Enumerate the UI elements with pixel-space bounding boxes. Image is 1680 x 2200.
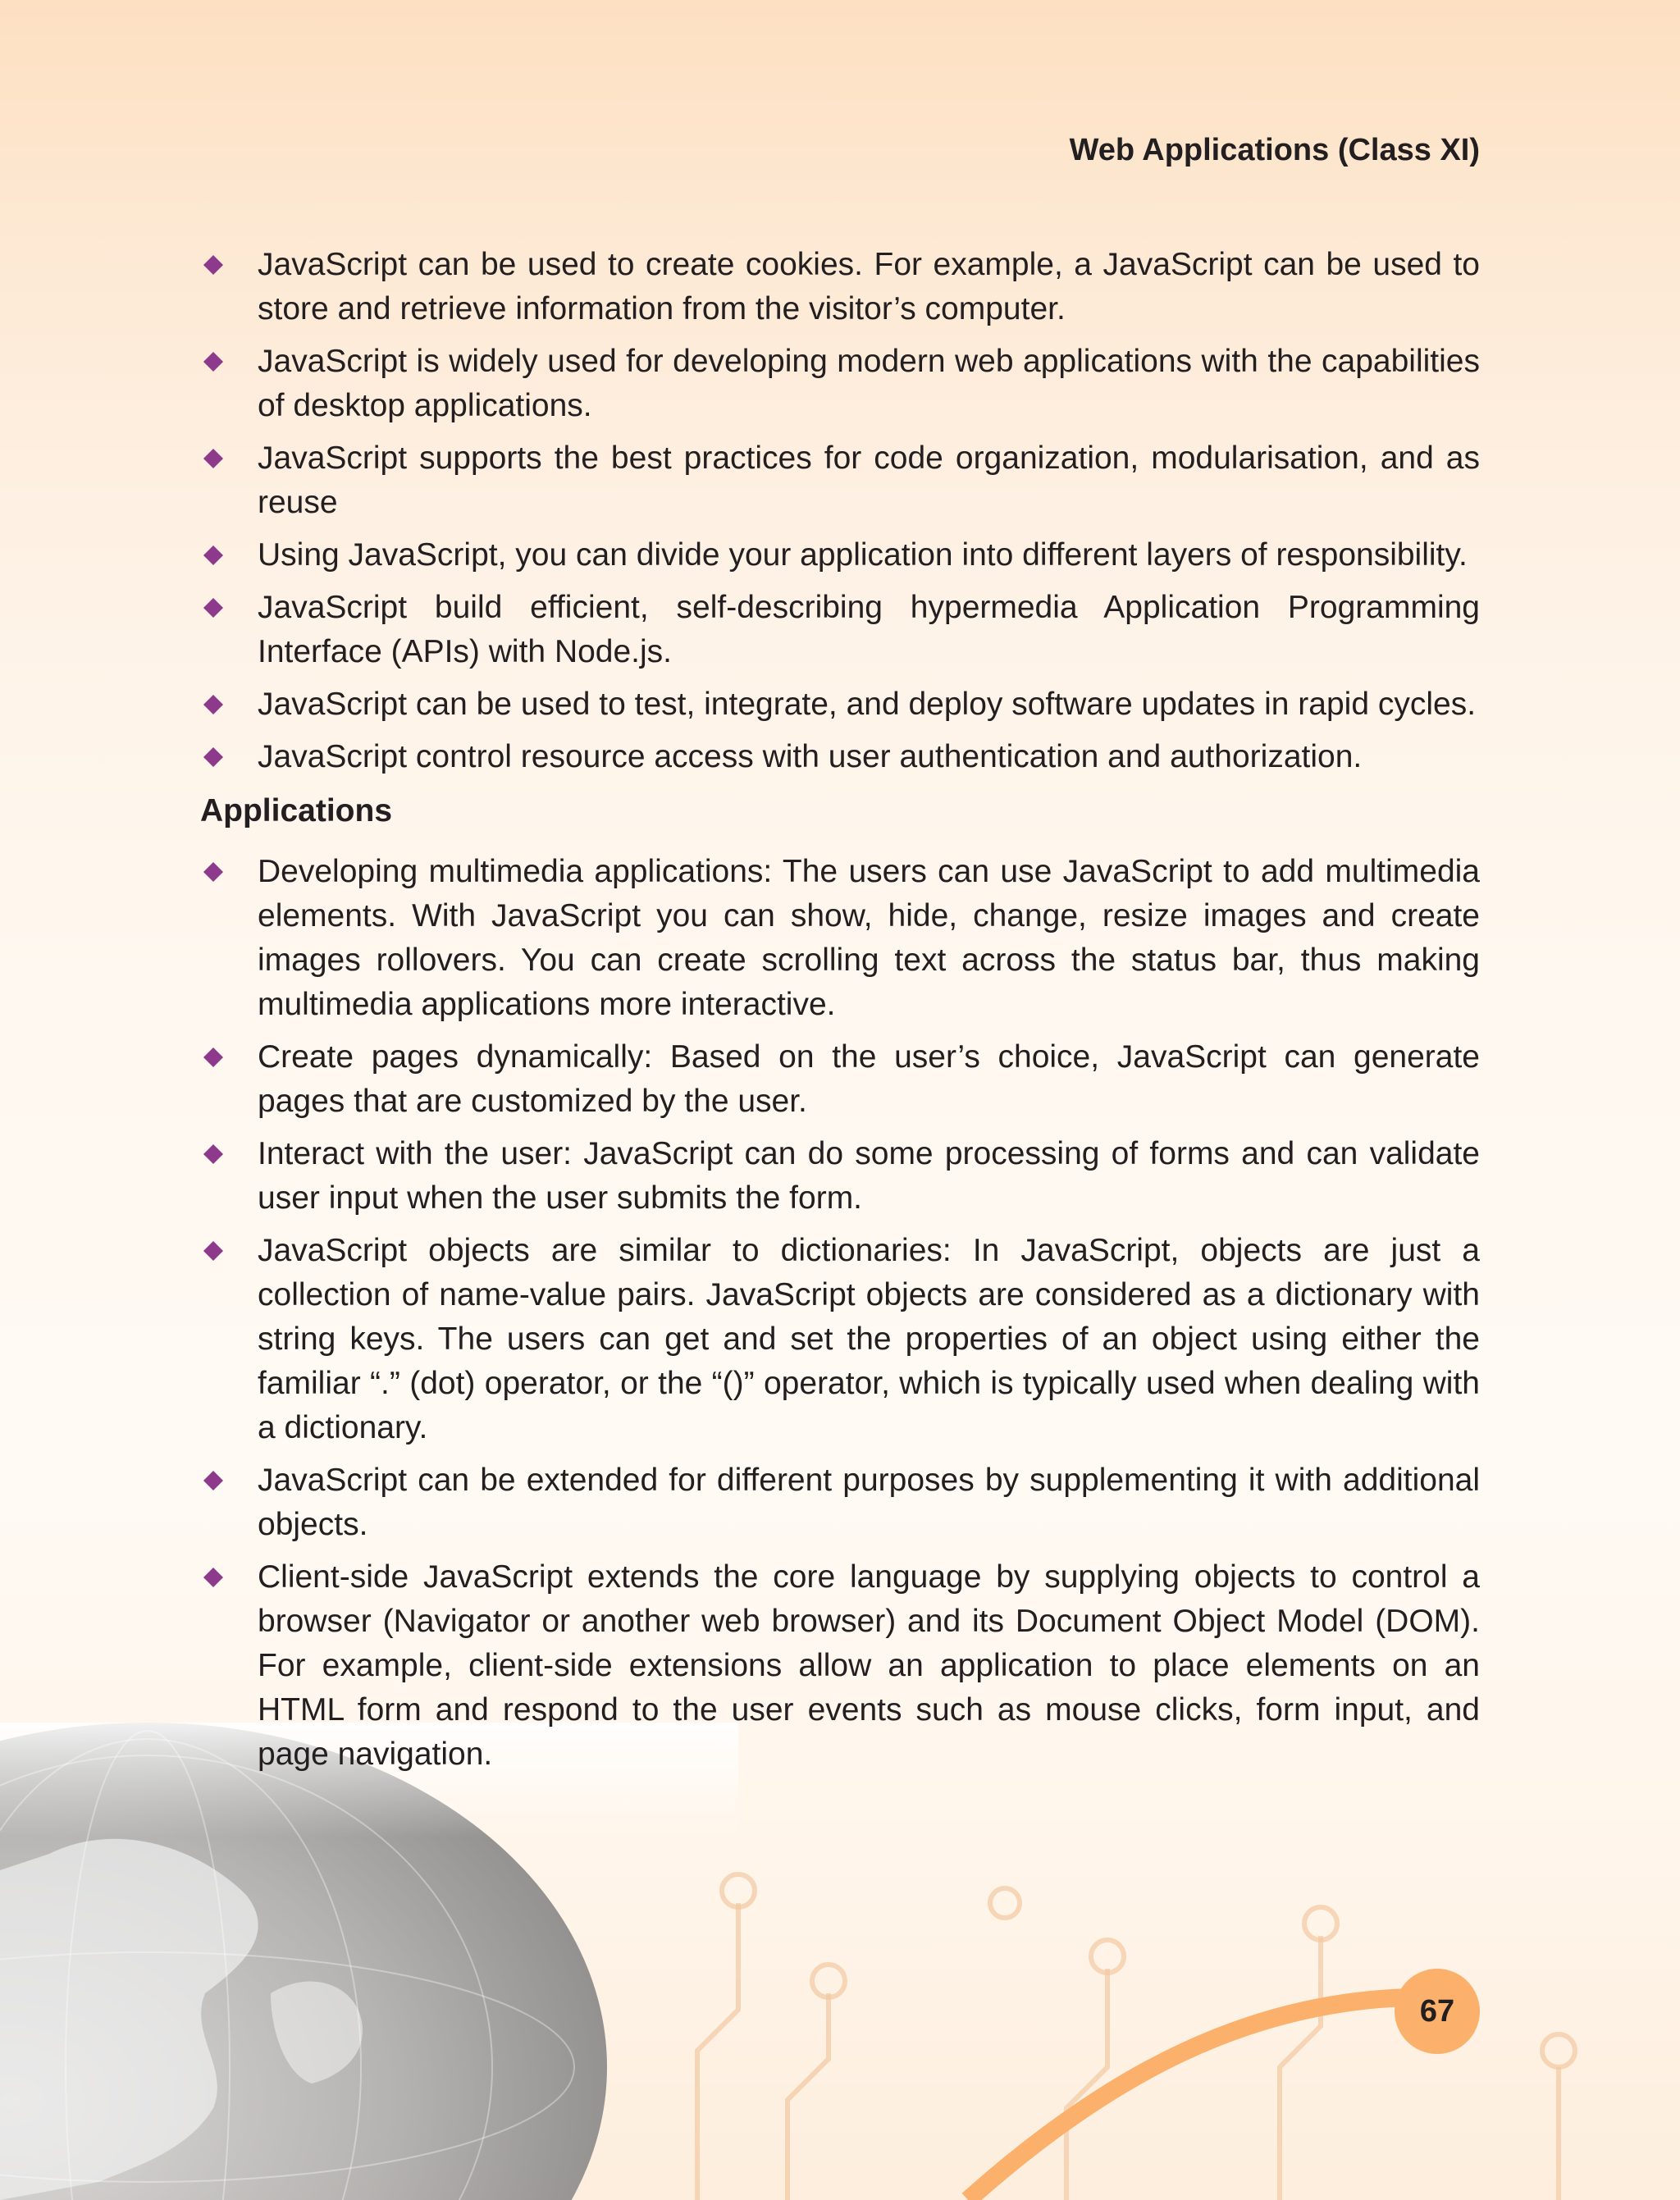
list-item: JavaScript control resource access with user authentication and authorization. [200, 735, 1480, 779]
list-item: Client-side JavaScript extends the core language by supplying objects to control a browser (Navigator or another web browser) and its Document Object Model (DOM). For example, client-side extensions allow an application to place elements on an HTML form and respond to the user events such as mouse clicks, form input, and page navigation. [200, 1555, 1480, 1777]
running-header: Web Applications (Class XI) [1069, 133, 1480, 167]
diamond-bullet-icon [203, 1471, 223, 1490]
diamond-bullet-icon [203, 747, 223, 767]
list-item: Interact with the user: JavaScript can do some processing of forms and can validate user input when the user submits the form. [200, 1132, 1480, 1221]
list-item: JavaScript is widely used for developing modern web applications with the capabilities of desktop applications. [200, 340, 1480, 428]
diamond-bullet-icon [203, 1241, 223, 1261]
globe-circuit-decoration [0, 1723, 1680, 2200]
list-item: JavaScript supports the best practices for code organization, modularisation, and as reuse [200, 436, 1480, 525]
main-content [200, 243, 1480, 1785]
diamond-bullet-icon [203, 352, 223, 372]
page-number-badge: 67 [1395, 1969, 1480, 2054]
list-item: JavaScript build efficient, self-describing hypermedia Application Programming Interface (APIs) with Node.js. [200, 586, 1480, 674]
diamond-bullet-icon [203, 1048, 223, 1067]
diamond-bullet-icon [203, 695, 223, 714]
diamond-bullet-icon [203, 862, 223, 882]
list-item: JavaScript can be used to create cookies. For example, a JavaScript can be used to store and retrieve information from the visitor’s computer. [200, 243, 1480, 331]
diamond-bullet-icon [203, 545, 223, 565]
diamond-bullet-icon [203, 1568, 223, 1587]
list-item: Using JavaScript, you can divide your application into different layers of responsibility. [200, 533, 1480, 577]
diamond-bullet-icon [203, 1144, 223, 1164]
section-heading-applications: Applications [200, 793, 393, 828]
applications-list [200, 850, 1480, 1777]
list-item: JavaScript can be extended for different purposes by supplementing it with additional objects. [200, 1458, 1480, 1547]
diamond-bullet-icon [203, 449, 223, 468]
list-item: JavaScript objects are similar to dictionaries: In JavaScript, objects are just a collection of name-value pairs. JavaScript objects are considered as a dictionary with string keys. The users can get and set the properties of an object using either the familiar “.” (dot) operator, or the “()” operator, which is typically used when dealing with a dictionary. [200, 1229, 1480, 1450]
feature-list [200, 243, 1480, 779]
list-item: Create pages dynamically: Based on the user’s choice, JavaScript can generate pages that are customized by the user. [200, 1035, 1480, 1124]
list-item: Developing multimedia applications: The users can use JavaScript to add multimedia elements. With JavaScript you can show, hide, change, resize images and create images rollovers. You can create scrolling text across the status bar, thus making multimedia applications more interactive. [200, 850, 1480, 1027]
diamond-bullet-icon [203, 598, 223, 618]
list-item: JavaScript can be used to test, integrate, and deploy software updates in rapid cycles. [200, 682, 1480, 727]
diamond-bullet-icon [203, 255, 223, 275]
